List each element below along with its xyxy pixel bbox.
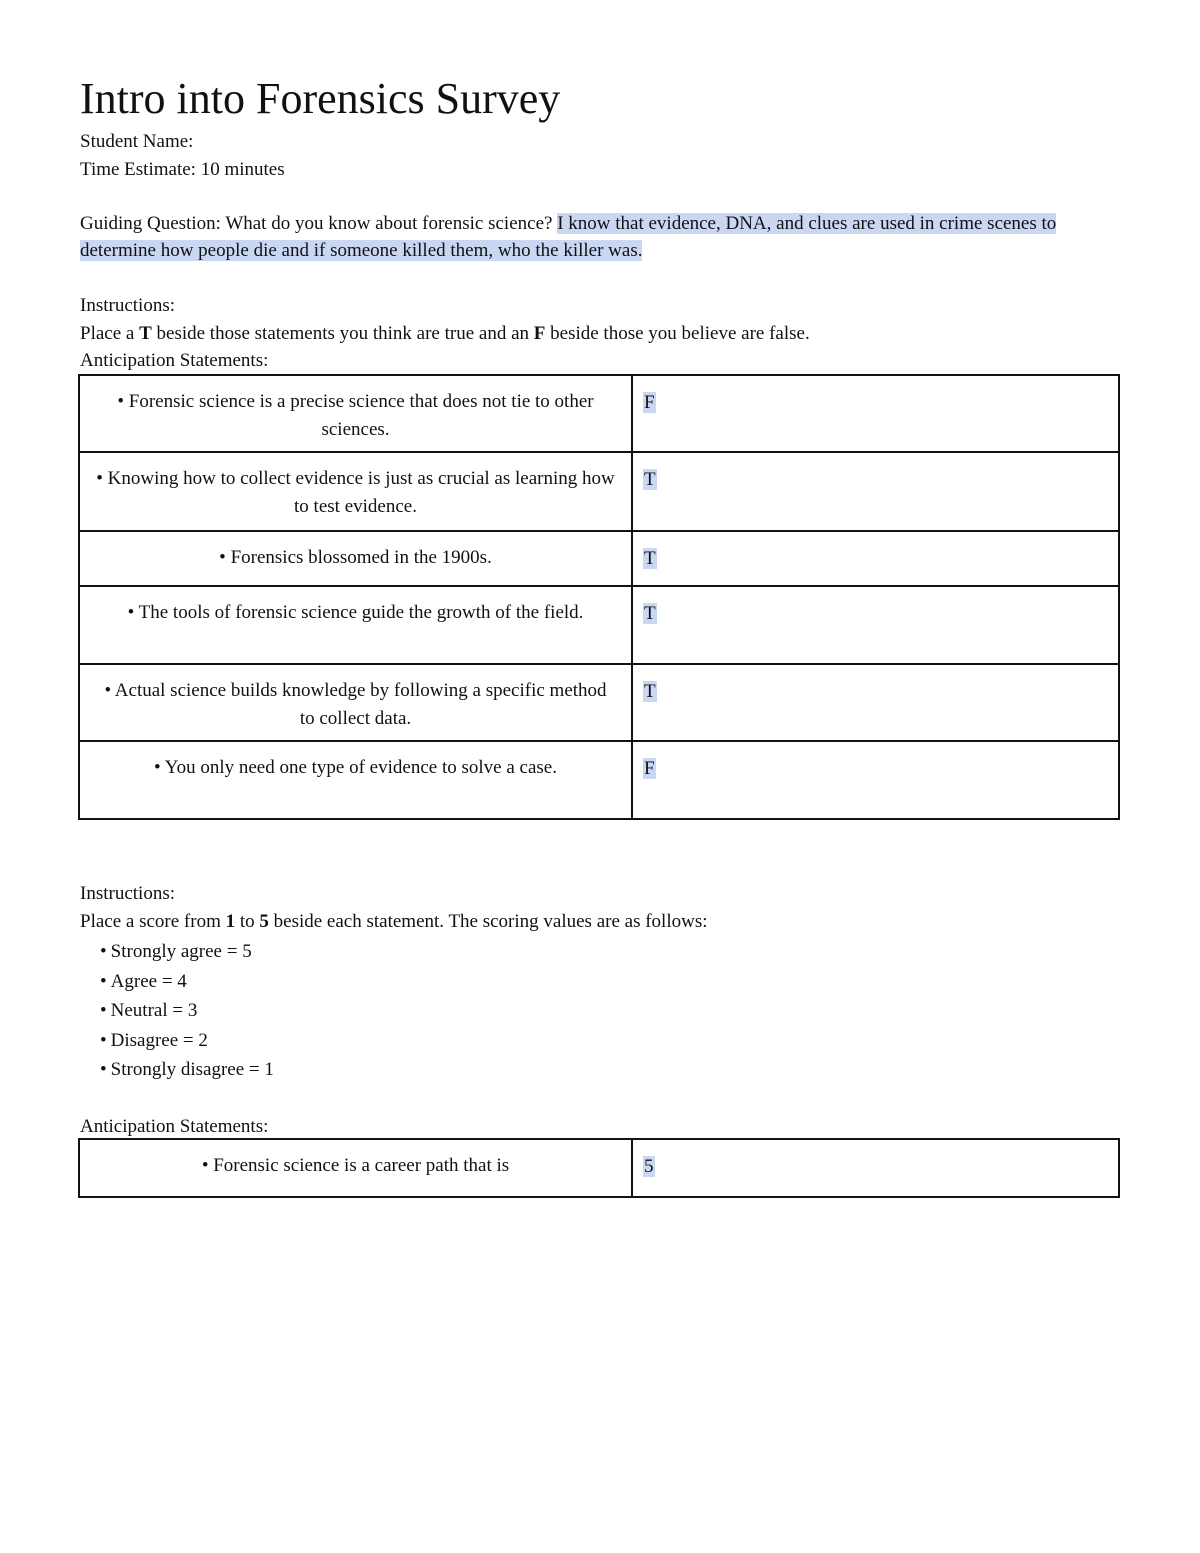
table-row (79, 664, 1119, 741)
section1-instructions (80, 320, 810, 347)
section1-statements-label: Anticipation Statements: (80, 350, 269, 371)
section1-instructions-label: Instructions: (80, 295, 175, 316)
answer-cell[interactable] (632, 375, 1119, 452)
instructions-text: beside those statements you think are true and an (156, 323, 530, 344)
table-row (79, 531, 1119, 586)
answer-value[interactable]: F (644, 392, 655, 413)
list-item: • Strongly agree = 5 (100, 937, 274, 967)
time-estimate: Time Estimate: 10 minutes (80, 159, 285, 180)
statement-cell: • Forensics blossomed in the 1900s. (79, 531, 632, 586)
table-row (79, 375, 1119, 452)
list-item: • Strongly disagree = 1 (100, 1055, 274, 1085)
answer-cell[interactable] (632, 531, 1119, 586)
instructions-bold-5: 5 (259, 911, 269, 932)
section2-instructions-label: Instructions: (80, 883, 175, 904)
list-item: • Disagree = 2 (100, 1026, 274, 1056)
instructions-bold-1: 1 (225, 911, 236, 932)
answer-value[interactable]: T (644, 681, 656, 702)
guiding-question-answer[interactable]: I know that evidence, DNA, and clues are used in crime scenes to determine how people die and if someone killed them, who the killer was. (80, 213, 1057, 261)
answer-cell[interactable] (632, 664, 1119, 741)
answer-cell[interactable] (632, 741, 1119, 819)
table-row (79, 586, 1119, 664)
section2-statements-label: Anticipation Statements: (80, 1116, 269, 1137)
page-title: Intro into Forensics Survey (80, 74, 561, 123)
list-item: • Agree = 4 (100, 967, 274, 997)
answer-value[interactable]: T (644, 603, 656, 624)
statement-cell: • The tools of forensic science guide the growth of the field. (79, 586, 632, 664)
instructions-text: Place a (80, 323, 135, 344)
instructions-text: Place a score from (80, 911, 221, 932)
instructions-bold-t: T (139, 323, 152, 344)
scoring-scale-list (100, 937, 274, 1085)
answer-value[interactable]: T (644, 548, 656, 569)
table-row (79, 741, 1119, 819)
instructions-bold-f: F (533, 323, 546, 344)
section2-instructions (80, 908, 708, 935)
statement-cell: • Forensic science is a precise science that does not tie to other sciences. (79, 375, 632, 452)
statement-cell: • Forensic science is a career path that is (79, 1139, 632, 1197)
answer-cell[interactable] (632, 1139, 1119, 1197)
guiding-question-prompt: Guiding Question: What do you know about forensic science? (80, 213, 553, 234)
table-row (79, 1139, 1119, 1197)
instructions-text: beside each statement. The scoring values are as follows: (273, 911, 708, 932)
answer-cell[interactable] (632, 452, 1119, 531)
table-row (79, 452, 1119, 531)
answer-value[interactable]: F (644, 758, 655, 779)
statement-cell: • Knowing how to collect evidence is just as crucial as learning how to test evidence. (79, 452, 632, 531)
statement-cell: • Actual science builds knowledge by following a specific method to collect data. (79, 664, 632, 741)
score-table (78, 1138, 1120, 1198)
answer-value[interactable]: 5 (644, 1156, 654, 1177)
student-name-label: Student Name: (80, 131, 194, 152)
instructions-text: beside those you believe are false. (550, 323, 810, 344)
list-item: • Neutral = 3 (100, 996, 274, 1026)
statement-cell: • You only need one type of evidence to solve a case. (79, 741, 632, 819)
answer-value[interactable]: T (644, 469, 656, 490)
guiding-question (80, 210, 1125, 264)
answer-cell[interactable] (632, 586, 1119, 664)
true-false-table (78, 374, 1120, 820)
instructions-text: to (239, 911, 255, 932)
